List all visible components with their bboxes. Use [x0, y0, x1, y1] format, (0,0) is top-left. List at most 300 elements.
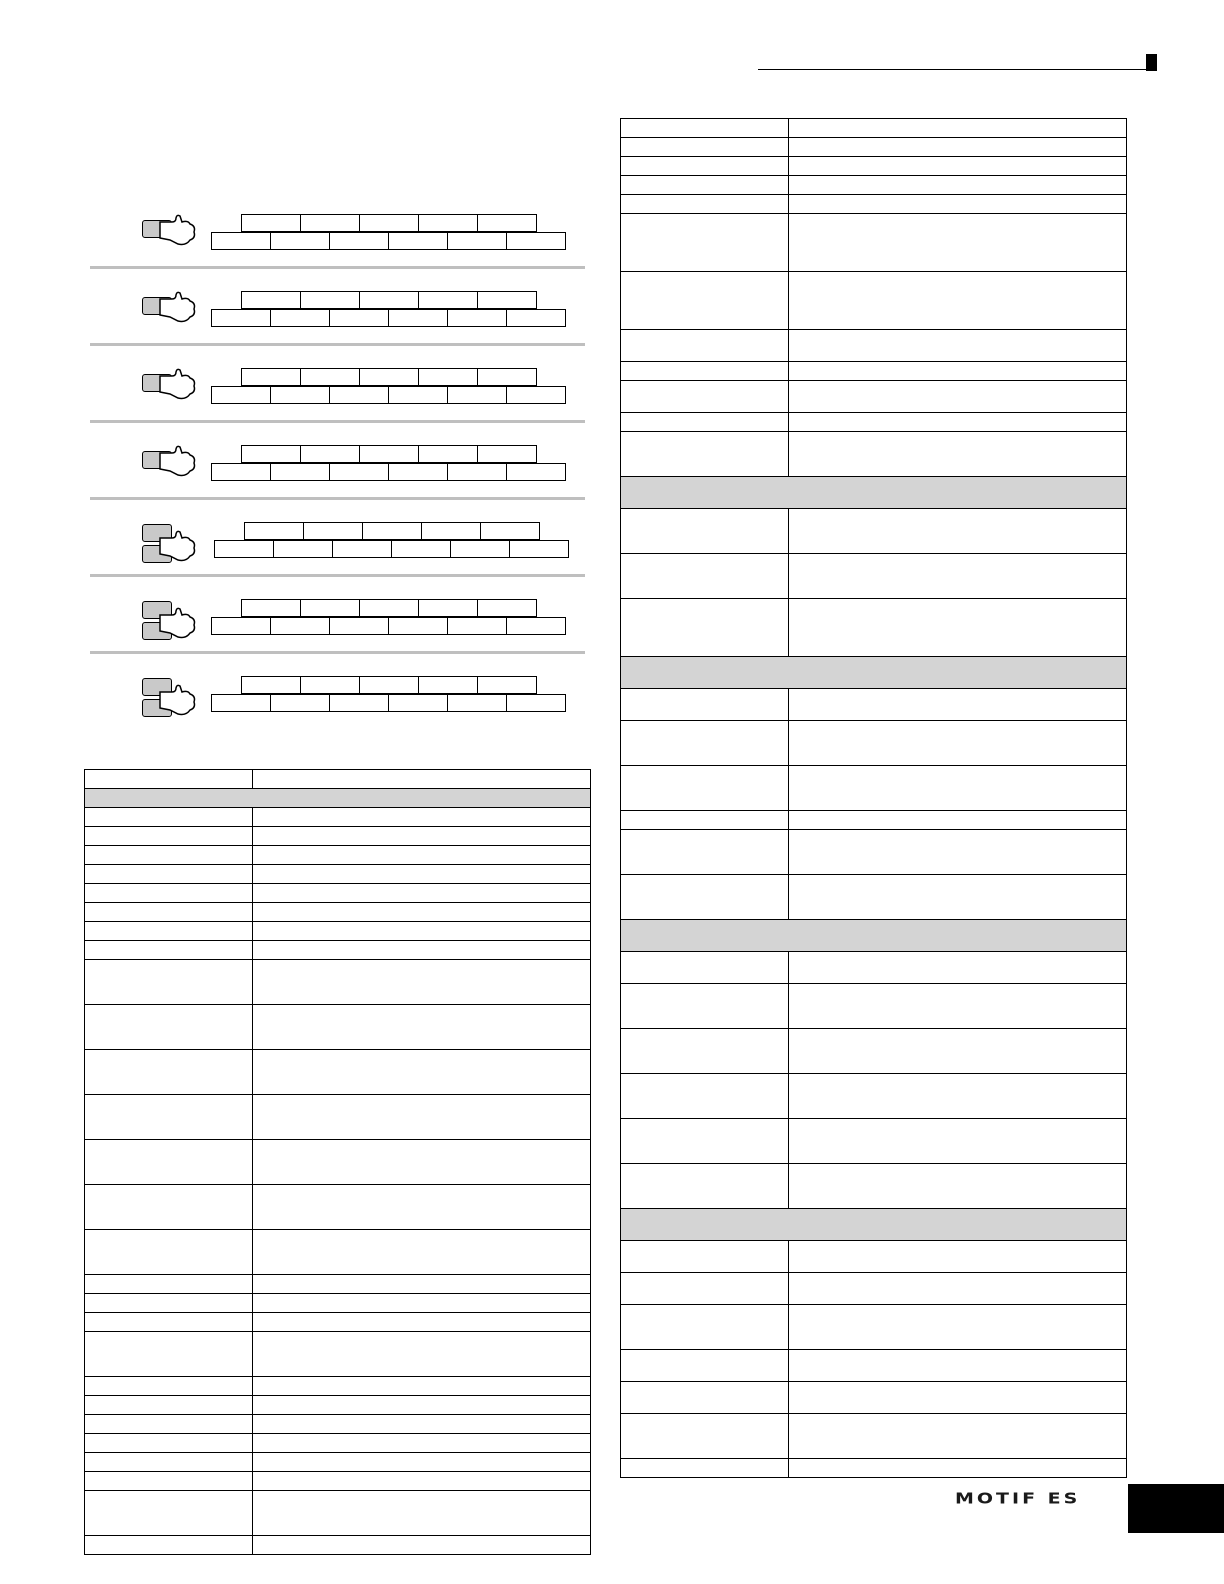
parameter-name-cell: [85, 1275, 253, 1294]
display-key: [300, 291, 360, 309]
parameter-description-cell: [789, 509, 1127, 554]
parameter-name-cell: [621, 1305, 789, 1350]
display-key: [359, 676, 419, 694]
display-key: [270, 309, 330, 327]
parameter-description-cell: [253, 903, 591, 922]
parameter-description-cell: [253, 1185, 591, 1230]
section-header-cell: [621, 477, 1127, 509]
table-row: [85, 903, 591, 922]
parameter-name-cell: [85, 884, 253, 903]
display-key: [270, 232, 330, 250]
display-key: [450, 540, 510, 558]
table-row: [621, 689, 1127, 721]
parameter-name-cell: [85, 808, 253, 827]
parameter-description-cell: [789, 1350, 1127, 1382]
parameter-description-cell: [789, 599, 1127, 657]
pointing-hand-icon: [158, 605, 198, 639]
display-key: [447, 232, 507, 250]
parameter-name-cell: [85, 1294, 253, 1313]
parameter-name-cell: [85, 827, 253, 846]
parameter-name-cell: [85, 1434, 253, 1453]
parameter-description-cell: [789, 721, 1127, 766]
display-keys-lower: [215, 540, 569, 558]
parameter-name-cell: [85, 846, 253, 865]
table-row: [621, 157, 1127, 176]
pointing-hand-icon: [158, 682, 198, 716]
diagram-row: [90, 585, 590, 662]
display-key: [273, 540, 333, 558]
parameter-name-cell: [621, 599, 789, 657]
diagram-row: [90, 354, 590, 431]
pointing-hand-icon: [158, 528, 198, 562]
display-key: [241, 291, 301, 309]
table-row: [621, 119, 1127, 138]
section-header-row: [621, 1209, 1127, 1241]
table-row: [85, 1185, 591, 1230]
table-row: [85, 1050, 591, 1095]
parameter-name-cell: [621, 413, 789, 432]
display-key: [300, 214, 360, 232]
table-row: [85, 1415, 591, 1434]
parameter-name-cell: [85, 1415, 253, 1434]
parameter-name-cell: [621, 1164, 789, 1209]
table-row: [85, 1491, 591, 1536]
table-row: [621, 1029, 1127, 1074]
table-row: [621, 952, 1127, 984]
parameter-name-cell: [621, 1459, 789, 1478]
display-keys-upper: [242, 214, 537, 232]
display-key: [388, 309, 448, 327]
parameter-description-cell: [253, 1050, 591, 1095]
display-key: [359, 368, 419, 386]
header-rule: [758, 69, 1146, 70]
table-row: [85, 1230, 591, 1275]
diagram-row: [90, 431, 590, 508]
parameter-description-cell: [253, 1313, 591, 1332]
parameter-description-cell: [253, 1140, 591, 1185]
display-key: [388, 232, 448, 250]
parameter-name-cell: [85, 1377, 253, 1396]
table-row: [621, 1414, 1127, 1459]
section-header-cell: [621, 657, 1127, 689]
parameter-description-cell: [789, 413, 1127, 432]
display-key: [388, 386, 448, 404]
diagram-row: [90, 277, 590, 354]
parameter-description-cell: [253, 770, 591, 789]
table-row: [85, 1140, 591, 1185]
parameter-description-cell: [789, 1414, 1127, 1459]
parameter-name-cell: [85, 1332, 253, 1377]
display-key: [329, 309, 389, 327]
display-key: [480, 522, 540, 540]
parameter-description-cell: [789, 1273, 1127, 1305]
parameter-name-cell: [85, 1313, 253, 1332]
display-key: [418, 291, 478, 309]
display-key: [270, 463, 330, 481]
table-row: [621, 1273, 1127, 1305]
parameter-name-cell: [85, 770, 253, 789]
parameter-description-cell: [789, 1119, 1127, 1164]
parameter-name-cell: [621, 1350, 789, 1382]
parameter-description-cell: [789, 157, 1127, 176]
table-row: [85, 827, 591, 846]
table-row: [621, 1119, 1127, 1164]
display-key: [418, 676, 478, 694]
parameter-description-cell: [253, 922, 591, 941]
display-key: [447, 617, 507, 635]
display-keys-lower: [212, 694, 566, 712]
table-row: [621, 381, 1127, 413]
diagram-divider: [90, 266, 585, 269]
display-key: [506, 694, 566, 712]
display-keys-lower: [212, 232, 566, 250]
display-key: [506, 386, 566, 404]
parameter-description-cell: [253, 1005, 591, 1050]
table-row: [621, 1305, 1127, 1350]
display-key: [359, 599, 419, 617]
display-key: [270, 617, 330, 635]
section-header-cell: [621, 920, 1127, 952]
display-key: [270, 386, 330, 404]
parameter-description-cell: [253, 1095, 591, 1140]
parameter-description-cell: [253, 1472, 591, 1491]
display-key: [418, 599, 478, 617]
parameter-name-cell: [85, 1453, 253, 1472]
display-keys-lower: [212, 617, 566, 635]
display-key: [421, 522, 481, 540]
parameter-description-cell: [253, 1275, 591, 1294]
parameter-description-cell: [253, 1434, 591, 1453]
table-row: [621, 1350, 1127, 1382]
display-key: [447, 694, 507, 712]
parameter-name-cell: [621, 362, 789, 381]
header-marker: [1146, 54, 1157, 71]
display-keys-upper: [242, 291, 537, 309]
right-parameter-table: [620, 118, 1127, 1478]
display-key: [211, 309, 271, 327]
display-key: [506, 463, 566, 481]
display-keys-upper: [242, 599, 537, 617]
parameter-name-cell: [621, 330, 789, 362]
table-row: [85, 1396, 591, 1415]
parameter-name-cell: [85, 1005, 253, 1050]
display-keys-lower: [212, 386, 566, 404]
parameter-name-cell: [85, 903, 253, 922]
parameter-name-cell: [621, 1029, 789, 1074]
display-keys-upper: [242, 445, 537, 463]
table-row: [621, 272, 1127, 330]
parameter-description-cell: [789, 952, 1127, 984]
diagram-row: [90, 200, 590, 277]
diagram-divider: [90, 497, 585, 500]
parameter-description-cell: [789, 214, 1127, 272]
parameter-description-cell: [789, 811, 1127, 830]
section-header-row: [85, 789, 591, 808]
display-key: [477, 676, 537, 694]
table-row: [85, 846, 591, 865]
display-key: [270, 694, 330, 712]
parameter-name-cell: [621, 721, 789, 766]
pointing-hand-icon: [158, 443, 198, 477]
table-row: [621, 554, 1127, 599]
display-key: [477, 445, 537, 463]
table-row: [621, 721, 1127, 766]
display-key: [418, 214, 478, 232]
display-key: [329, 232, 389, 250]
display-key: [211, 617, 271, 635]
display-key: [241, 368, 301, 386]
table-row: [621, 413, 1127, 432]
table-row: [621, 176, 1127, 195]
parameter-description-cell: [789, 138, 1127, 157]
table-row: [621, 138, 1127, 157]
display-key: [303, 522, 363, 540]
parameter-name-cell: [621, 811, 789, 830]
parameter-name-cell: [85, 1491, 253, 1536]
display-key: [477, 368, 537, 386]
parameter-name-cell: [621, 119, 789, 138]
parameter-description-cell: [253, 884, 591, 903]
parameter-name-cell: [621, 214, 789, 272]
table-row: [621, 214, 1127, 272]
parameter-name-cell: [85, 1095, 253, 1140]
table-row: [85, 1313, 591, 1332]
parameter-name-cell: [621, 952, 789, 984]
pointing-hand-icon: [158, 289, 198, 323]
display-key: [447, 386, 507, 404]
display-key: [241, 445, 301, 463]
parameter-description-cell: [789, 984, 1127, 1029]
parameter-description-cell: [789, 1241, 1127, 1273]
button-combination-diagram: [90, 200, 590, 739]
table-row: [621, 330, 1127, 362]
parameter-description-cell: [789, 1074, 1127, 1119]
diagram-divider: [90, 651, 585, 654]
parameter-description-cell: [789, 381, 1127, 413]
display-key: [300, 676, 360, 694]
table-row: [621, 984, 1127, 1029]
parameter-name-cell: [85, 1396, 253, 1415]
parameter-name-cell: [85, 865, 253, 884]
display-key: [477, 599, 537, 617]
parameter-description-cell: [789, 689, 1127, 721]
parameter-name-cell: [621, 554, 789, 599]
diagram-divider: [90, 343, 585, 346]
section-header-cell: [621, 1209, 1127, 1241]
parameter-name-cell: [85, 1230, 253, 1275]
parameter-name-cell: [621, 766, 789, 811]
parameter-description-cell: [253, 1294, 591, 1313]
section-header-row: [621, 920, 1127, 952]
parameter-name-cell: [621, 157, 789, 176]
parameter-name-cell: [621, 689, 789, 721]
parameter-description-cell: [789, 362, 1127, 381]
parameter-name-cell: [621, 1119, 789, 1164]
parameter-name-cell: [85, 1140, 253, 1185]
table-row: [85, 1275, 591, 1294]
parameter-name-cell: [621, 509, 789, 554]
table-row: [621, 509, 1127, 554]
parameter-name-cell: [621, 176, 789, 195]
section-header-row: [621, 657, 1127, 689]
parameter-name-cell: [621, 1074, 789, 1119]
display-keys-upper: [242, 368, 537, 386]
display-key: [214, 540, 274, 558]
display-key: [362, 522, 422, 540]
pointing-hand-icon: [158, 366, 198, 400]
parameter-name-cell: [621, 830, 789, 875]
parameter-description-cell: [789, 432, 1127, 477]
table-row: [85, 1294, 591, 1313]
parameter-description-cell: [789, 766, 1127, 811]
display-keys-upper: [242, 676, 537, 694]
display-key: [329, 386, 389, 404]
display-key: [211, 463, 271, 481]
table-row: [621, 432, 1127, 477]
display-key: [447, 463, 507, 481]
parameter-name-cell: [85, 960, 253, 1005]
parameter-description-cell: [789, 1459, 1127, 1478]
table-row: [621, 1074, 1127, 1119]
table-row: [85, 1005, 591, 1050]
diagram-row: [90, 662, 590, 739]
table-row: [85, 808, 591, 827]
parameter-name-cell: [85, 922, 253, 941]
parameter-description-cell: [253, 846, 591, 865]
display-key: [388, 617, 448, 635]
table-row: [621, 875, 1127, 920]
parameter-description-cell: [253, 1453, 591, 1472]
parameter-description-cell: [789, 1382, 1127, 1414]
parameter-description-cell: [253, 941, 591, 960]
table-row: [85, 884, 591, 903]
parameter-name-cell: [85, 941, 253, 960]
parameter-name-cell: [621, 1241, 789, 1273]
display-key: [300, 445, 360, 463]
parameter-name-cell: [621, 272, 789, 330]
parameter-description-cell: [789, 1305, 1127, 1350]
parameter-description-cell: [253, 1536, 591, 1555]
table-row: [85, 1453, 591, 1472]
diagram-row: [90, 508, 590, 585]
table-row: [621, 766, 1127, 811]
table-row: [85, 770, 591, 789]
display-key: [241, 214, 301, 232]
table-row: [621, 1164, 1127, 1209]
display-key: [359, 445, 419, 463]
display-key: [211, 694, 271, 712]
parameter-name-cell: [621, 1273, 789, 1305]
section-header-row: [621, 477, 1127, 509]
display-key: [211, 386, 271, 404]
display-key: [506, 232, 566, 250]
parameter-description-cell: [789, 119, 1127, 138]
display-key: [300, 599, 360, 617]
display-key: [477, 214, 537, 232]
parameter-description-cell: [253, 1230, 591, 1275]
display-key: [329, 617, 389, 635]
display-key: [244, 522, 304, 540]
display-key: [359, 291, 419, 309]
parameter-name-cell: [621, 875, 789, 920]
parameter-description-cell: [253, 960, 591, 1005]
parameter-description-cell: [253, 865, 591, 884]
table-row: [621, 830, 1127, 875]
table-row: [621, 1241, 1127, 1273]
table-row: [85, 960, 591, 1005]
display-key: [391, 540, 451, 558]
parameter-name-cell: [85, 1050, 253, 1095]
parameter-name-cell: [621, 381, 789, 413]
parameter-name-cell: [621, 1382, 789, 1414]
table-row: [85, 865, 591, 884]
table-row: [85, 1536, 591, 1555]
parameter-name-cell: [621, 984, 789, 1029]
parameter-description-cell: [789, 554, 1127, 599]
display-key: [241, 599, 301, 617]
display-key: [332, 540, 392, 558]
parameter-description-cell: [789, 195, 1127, 214]
table-row: [621, 811, 1127, 830]
display-key: [329, 694, 389, 712]
parameter-description-cell: [253, 1491, 591, 1536]
display-key: [506, 617, 566, 635]
display-key: [418, 368, 478, 386]
parameter-description-cell: [789, 1029, 1127, 1074]
parameter-name-cell: [621, 1414, 789, 1459]
display-key: [329, 463, 389, 481]
display-key: [241, 676, 301, 694]
display-key: [359, 214, 419, 232]
diagram-divider: [90, 420, 585, 423]
table-row: [621, 599, 1127, 657]
parameter-name-cell: [621, 195, 789, 214]
parameter-description-cell: [253, 1377, 591, 1396]
parameter-description-cell: [789, 1164, 1127, 1209]
display-key: [509, 540, 569, 558]
table-row: [621, 362, 1127, 381]
parameter-name-cell: [85, 1185, 253, 1230]
display-keys-lower: [212, 309, 566, 327]
section-header-cell: [85, 789, 591, 808]
page-tab: [1128, 1484, 1224, 1533]
display-key: [447, 309, 507, 327]
parameter-name-cell: [621, 138, 789, 157]
parameter-description-cell: [789, 272, 1127, 330]
parameter-description-cell: [789, 330, 1127, 362]
parameter-name-cell: [85, 1536, 253, 1555]
table-row: [85, 922, 591, 941]
parameter-name-cell: [85, 1472, 253, 1491]
table-row: [85, 1472, 591, 1491]
parameter-description-cell: [253, 1396, 591, 1415]
display-key: [418, 445, 478, 463]
parameter-description-cell: [789, 830, 1127, 875]
parameter-description-cell: [253, 808, 591, 827]
display-key: [388, 694, 448, 712]
display-key: [211, 232, 271, 250]
display-key: [506, 309, 566, 327]
table-row: [85, 1434, 591, 1453]
parameter-description-cell: [253, 827, 591, 846]
table-row: [85, 1095, 591, 1140]
parameter-description-cell: [253, 1332, 591, 1377]
display-key: [300, 368, 360, 386]
diagram-divider: [90, 574, 585, 577]
left-parameter-table: [84, 769, 591, 1555]
table-row: [621, 195, 1127, 214]
table-row: [621, 1459, 1127, 1478]
